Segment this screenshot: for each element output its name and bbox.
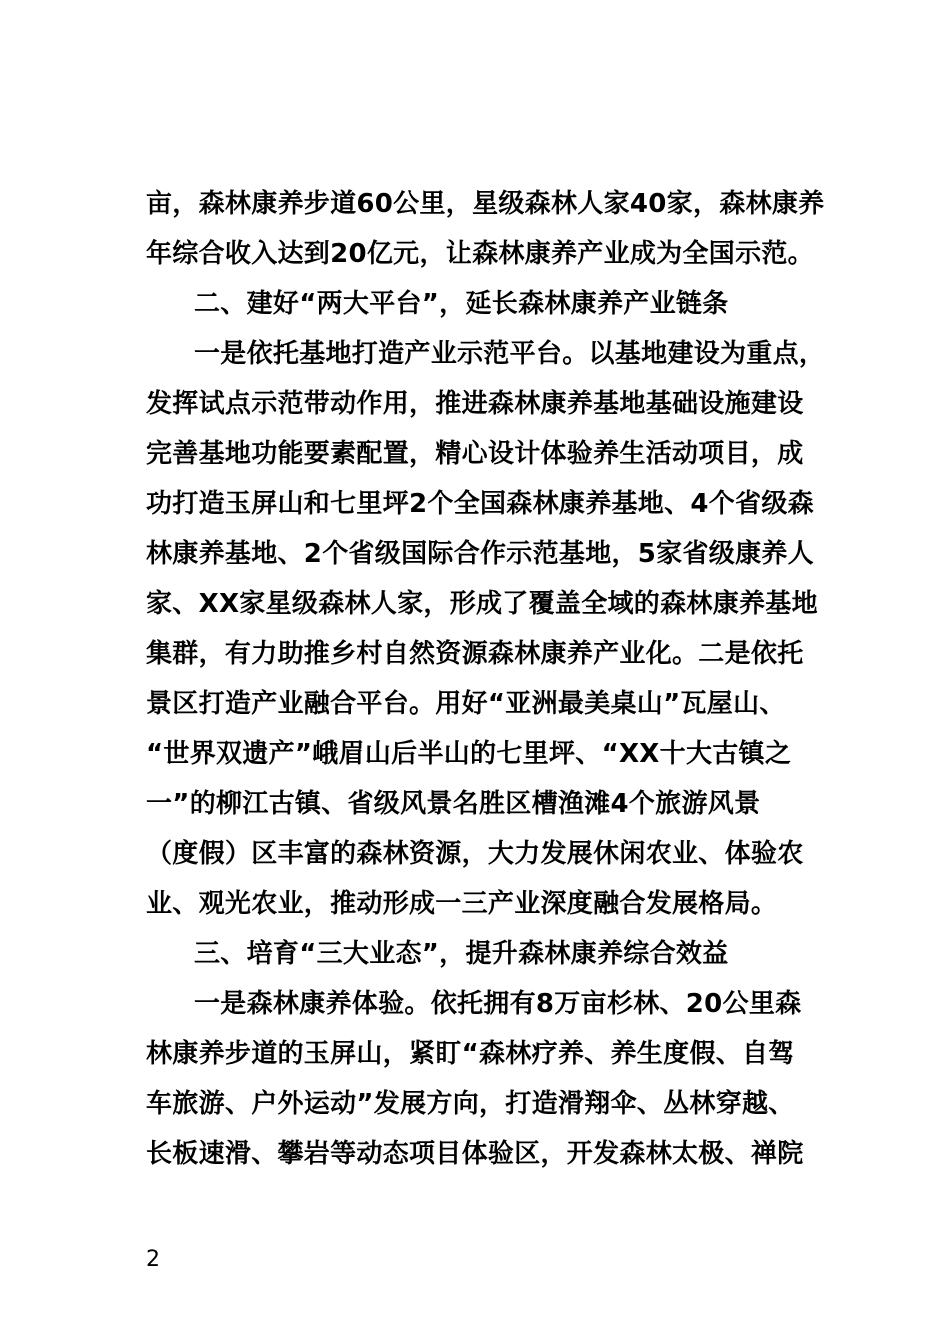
text-line: 车旅游、户外运动”发展方向，打造滑翔伞、丛林穿越、 bbox=[146, 1089, 795, 1119]
page-number: 2 bbox=[146, 1247, 160, 1272]
text-line: 亩，森林康养步道60公里，星级森林人家40家，森林康养 bbox=[146, 189, 825, 219]
text-line: 林康养步道的玉屏山，紧盯“森林疗养、养生度假、自驾 bbox=[146, 1039, 795, 1069]
text-line: （度假）区丰富的森林资源，大力发展休闲农业、体验农 bbox=[146, 839, 804, 869]
text-line: 完善基地功能要素配置，精心设计体验养生活动项目，成 bbox=[146, 439, 804, 469]
text-line: 年综合收入达到20亿元，让森林康养产业成为全国示范。 bbox=[146, 239, 814, 269]
text-line: 林康养基地、2个省级国际合作示范基地，5家省级康养人 bbox=[146, 539, 814, 569]
text-line: 功打造玉屏山和七里坪2个全国森林康养基地、4个省级森 bbox=[146, 489, 814, 519]
text-line: 集群，有力助推乡村自然资源森林康养产业化。二是依托 bbox=[146, 639, 804, 669]
section-heading: 二、建好“两大平台”，延长森林康养产业链条 bbox=[194, 289, 729, 319]
text-line: 一是依托基地打造产业示范平台。以基地建设为重点， bbox=[194, 339, 826, 369]
text-line: 景区打造产业融合平台。用好“亚洲最美桌山”瓦屋山、 bbox=[146, 689, 786, 719]
section-heading: 三、培育“三大业态”，提升森林康养综合效益 bbox=[194, 939, 729, 969]
text-line: 一是森林康养体验。依托拥有8万亩杉林、20公里森 bbox=[194, 989, 802, 1019]
text-line: 家、XX家星级森林人家，形成了覆盖全域的森林康养基地 bbox=[146, 589, 818, 619]
text-line: “世界双遗产”峨眉山后半山的七里坪、“XX十大古镇之 bbox=[146, 739, 792, 769]
text-line: 业、观光农业，推动形成一三产业深度融合发展格局。 bbox=[146, 889, 778, 919]
text-line: 一”的柳江古镇、省级风景名胜区槽渔滩4个旅游风景 bbox=[146, 789, 761, 819]
text-line: 长板速滑、攀岩等动态项目体验区，开发森林太极、禅院 bbox=[146, 1139, 804, 1169]
text-line: 发挥试点示范带动作用，推进森林康养基地基础设施建设 bbox=[146, 389, 804, 419]
